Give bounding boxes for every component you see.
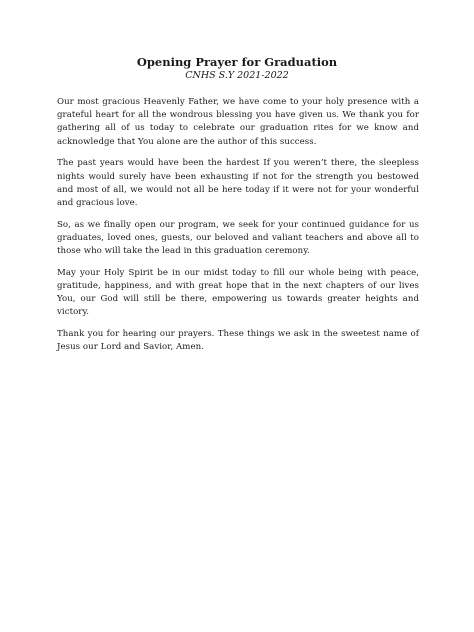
paragraph-4: May your Holy Spirit be in our midst today to fill our whole being with peace, gratitude, happiness, and with great hope that in the next chapters of our lives You, our God will still be there, empowering us towards greater heights and victory. <box>57 267 419 318</box>
paragraph-5: Thank you for hearing our prayers. These things we ask in the sweetest name of Jesus our Lord and Savior, Amen. <box>57 329 419 353</box>
document-body <box>57 96 419 363</box>
paragraph-3: So, as we finally open our program, we seek for your continued guidance for us graduates, loved ones, guests, our beloved and valiant teachers and above all to those who will take the lead in this graduation ceremony. <box>57 219 419 257</box>
document-title: Opening Prayer for Graduation <box>136 55 338 69</box>
paragraph-1: Our most gracious Heavenly Father, we have come to your holy presence with a grateful heart for all the wondrous blessing you have given us. We thank you for gathering all of us today to celebrate our graduation rites for we know and acknowledge that You alone are the author of this success. <box>57 97 419 147</box>
document-subtitle: CNHS S.Y 2021-2022 <box>185 70 289 81</box>
paragraph-2: The past years would have been the hardest If you weren’t there, the sleepless nights would surely have been exhausting if not for the strength you bestowed and most of all, we would not all be here today if it were not for your wonderful and gracious love. <box>57 158 419 208</box>
